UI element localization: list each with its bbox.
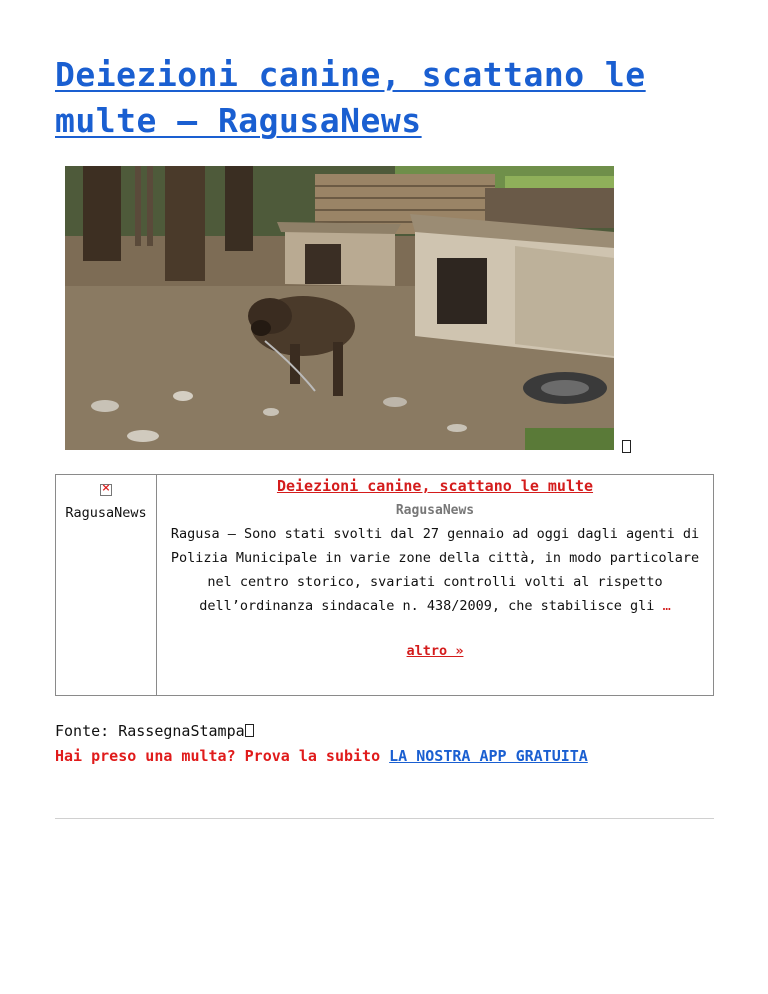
- card-thumbnail-cell: [56, 475, 157, 696]
- card-description: [157, 522, 713, 618]
- promo-app-link[interactable]: LA NOSTRA APP GRATUITA: [389, 747, 588, 765]
- card-source-label: RagusaNews: [65, 505, 147, 521]
- read-more-link[interactable]: altro »: [406, 643, 464, 659]
- article-page: [55, 0, 715, 765]
- missing-glyph-icon: [622, 440, 631, 453]
- card-title-link[interactable]: Deiezioni canine, scattano le multe: [276, 477, 594, 495]
- card-ellipsis: …: [662, 598, 671, 614]
- promo-line: [55, 747, 588, 765]
- photo-container: [55, 166, 715, 466]
- source-text: Fonte: RassegnaStampa: [55, 722, 245, 740]
- article-title: [55, 52, 715, 144]
- news-card: [55, 474, 714, 696]
- broken-image-icon: [100, 484, 112, 496]
- promo-text: Hai preso una multa? Prova la subito: [55, 747, 390, 765]
- divider: [55, 818, 714, 819]
- missing-glyph-icon: [245, 724, 254, 737]
- card-description-text: Ragusa – Sono stati svolti dal 27 gennaio ad oggi dagli agenti di Polizia Municipale in varie zone della città, in modo particolare nel centro storico, svariati controlli volti al rispetto dell’ordinanza sindacale n. 438/2009, che stabilisce gli: [170, 526, 700, 614]
- article-photo: [65, 166, 614, 450]
- source-line: [55, 722, 254, 740]
- card-content-cell: [157, 475, 714, 696]
- article-title-link[interactable]: Deiezioni canine, scattano le multe – RagusaNews: [55, 55, 646, 140]
- card-source: RagusaNews: [395, 503, 475, 518]
